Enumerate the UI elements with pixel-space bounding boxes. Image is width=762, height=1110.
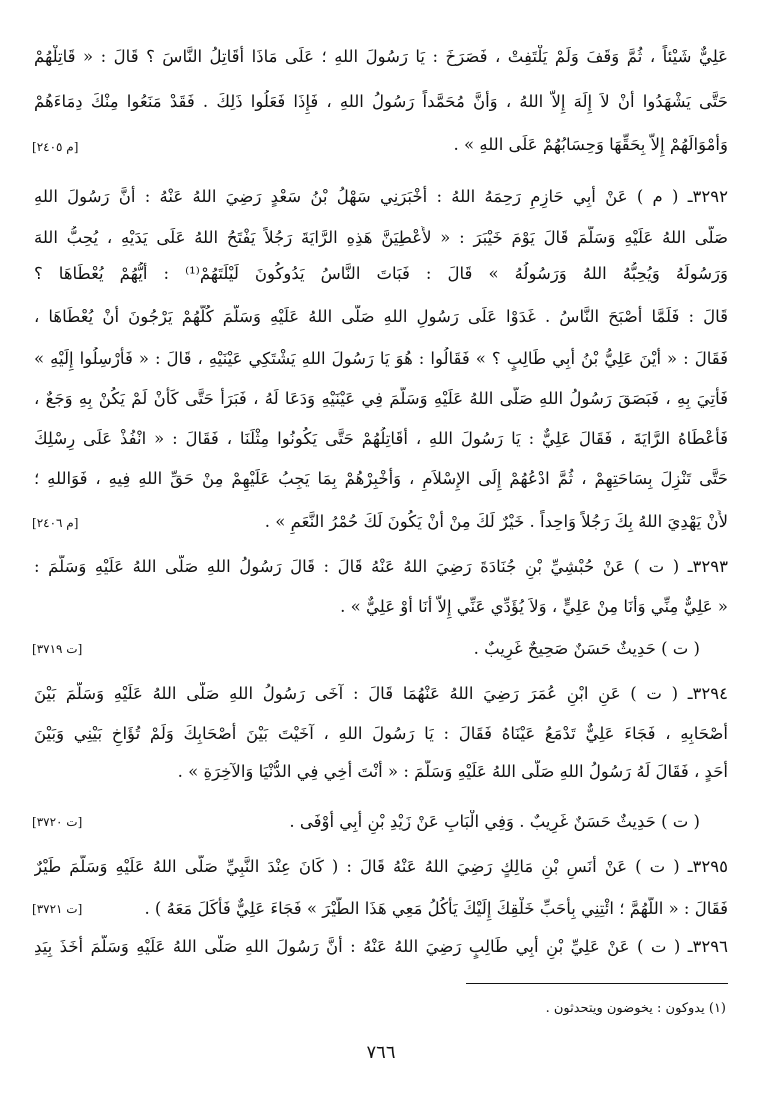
- grading-line: ( ت ) حَدِيثٌ حَسَنٌ غَرِيبٌ . وَفِي الْبَابِ عَنْ زَيْدِ بْنِ أَبِي أَوْفَى .: [289, 812, 700, 831]
- text-line: فَقَالَ : « اللَّهُمَّ ؛ ائْتِنِي بِأَحَبِّ خَلْقِكَ إِلَيْكَ يَأْكُلُ مَعِي هَذَا الطَّيْرَ » فَجَاءَ عَلِيٌّ فَأَكَلَ مَعَهُ ) .: [144, 899, 728, 918]
- footnote: (١) يدوكون : يخوضون ويتحدثون .: [545, 1001, 726, 1016]
- text-line: وَأَمْوَالَهُمْ إِلاَّ بِحَقِّهَا وَحِسَابُهُمْ عَلَى اللهِ » .: [453, 135, 728, 154]
- footnote-divider: [466, 983, 728, 984]
- text-line: أَصْحَابِهِ ، فَجَاءَ عَلِيٌّ تَدْمَعُ عَيْنَاهُ فَقَالَ : يَا رَسُولَ اللهِ ، آخَيْتَ بَيْنَ أَصْحَابِكَ وَلَمْ تُؤَاخِ بَيْنِي وَبَيْنَ: [34, 724, 728, 743]
- hadith-reference: [ت ٣٧١٩]: [32, 642, 83, 656]
- grading-line: ( ت ) حَدِيثٌ حَسَنٌ صَحِيحٌ غَرِيبٌ .: [473, 639, 700, 658]
- text-line: أَحَدٍ ، فَقَالَ لَهُ رَسُولُ اللهِ صَلَّى اللهُ عَلَيْهِ وَسَلَّمَ : « أَنْتَ أَخِي فِي الدُّنْيَا وَالآخِرَةِ » .: [177, 762, 728, 781]
- text-line: قَالَ : فَلَمَّا أَصْبَحَ النَّاسُ . غَدَوْا عَلَى رَسُولِ اللهِ صَلَّى اللهُ عَلَيْهِ وَسَلَّمَ كُلُّهُمْ يَرْجُونَ أَنْ يُعْطَاهَا ،: [34, 307, 728, 326]
- hadith-heading-3294: ٣٢٩٤ـ ( ت ) عَنِ ابْنِ عُمَرَ رَضِيَ اللهُ عَنْهُمَا قَالَ : آخَى رَسُولُ اللهِ صَلَّى اللهُ عَلَيْهِ وَسَلَّمَ بَيْنَ: [34, 684, 728, 703]
- text-line: عَلِيٌّ شَيْئاً ، ثُمَّ وَقَفَ وَلَمْ يَلْتَفِتْ ، فَصَرَخَ : يَا رَسُولَ اللهِ ؛ عَلَى مَاذَا أُقَاتِلُ النَّاسَ ؟ قَالَ : « قَاتِلْهُمْ: [34, 47, 728, 66]
- text-line: صَلَّى اللهُ عَلَيْهِ وَسَلَّمَ قَالَ يَوْمَ خَيْبَرَ : « لأُعْطِيَنَّ هَذِهِ الرَّايَةَ رَجُلاً يَفْتَحُ اللهُ عَلَى يَدَيْهِ ، يُحِبُّ اللهَ: [34, 228, 728, 247]
- hadith-heading-3293: ٣٢٩٣ـ ( ت ) عَنْ حُبْشِيِّ بْنِ جُنَادَةَ رَضِيَ اللهُ عَنْهُ قَالَ : قَالَ رَسُولُ اللهِ صَلَّى اللهُ عَلَيْهِ وَسَلَّمَ :: [34, 557, 728, 576]
- page-number: ٧٦٦: [366, 1042, 396, 1063]
- hadith-reference: [م ٢٤٠٥]: [32, 140, 79, 154]
- text-line: فَقَالَ : « أَيْنَ عَلِيُّ بْنُ أَبِي طَالِبٍ ؟ » فَقَالُوا : هُوَ يَا رَسُولَ اللهِ يَشْتَكِي عَيْنَيْهِ ، قَالَ : « فَأَرْسِلُوا إِلَيْهِ »: [34, 349, 728, 368]
- hadith-reference: [ت ٣٧٢١]: [32, 902, 83, 916]
- hadith-reference: [م ٢٤٠٦]: [32, 516, 79, 530]
- text-line: « عَلِيٌّ مِنِّي وَأَنَا مِنْ عَلِيٍّ ، وَلاَ يُؤَدِّي عَنِّي إِلاَّ أَنَا أَوْ عَلِيٌّ » .: [340, 597, 728, 616]
- text-line: فَأُتِيَ بِهِ ، فَبَصَقَ رَسُولُ اللهِ صَلَّى اللهُ عَلَيْهِ وَسَلَّمَ فِي عَيْنَيْهِ وَدَعَا لَهُ ، فَبَرَأَ حَتَّى كَأَنْ لَمْ يَكُنْ بِهِ وَجَعٌ ،: [34, 389, 728, 408]
- text-line: وَرَسُولَهُ وَيُحِبُّهُ اللهُ وَرَسُولُهُ » قَالَ : فَبَاتَ النَّاسُ يَدُوكُونَ لَيْلَتَهُمْ⁽¹⁾ : أَيُّهُمْ يُعْطَاهَا ؟: [34, 264, 728, 283]
- text-line: حَتَّى يَشْهَدُوا أَنْ لاَ إِلَهَ إِلاَّ اللهُ ، وَأَنَّ مُحَمَّداً رَسُولُ اللهِ ، فَإِذَا فَعَلُوا ذَلِكَ . فَقَدْ مَنَعُوا مِنْكَ دِمَاءَهُمْ: [34, 92, 728, 111]
- hadith-reference: [ت ٣٧٢٠]: [32, 815, 83, 829]
- text-line: لأَنْ يَهْدِيَ اللهُ بِكَ رَجُلاً وَاحِداً . خَيْرٌ لَكَ مِنْ أَنْ يَكُونَ لَكَ حُمْرُ النَّعَمِ » .: [264, 512, 728, 531]
- hadith-heading-3295: ٣٢٩٥ـ ( ت ) عَنْ أَنَسِ بْنِ مَالِكٍ رَضِيَ اللهُ عَنْهُ قَالَ : ( كَانَ عِنْدَ النَّبِيِّ صَلَّى اللهُ عَلَيْهِ وَسَلَّمَ طَيْرٌ: [34, 857, 728, 876]
- hadith-heading-3296: ٣٢٩٦ـ ( ت ) عَنْ عَلِيِّ بْنِ أَبِي طَالِبٍ رَضِيَ اللهُ عَنْهُ : أَنَّ رَسُولَ اللهِ صَلَّى اللهُ عَلَيْهِ وَسَلَّمَ أَخَذَ بِيَدِ: [34, 937, 728, 956]
- text-line: حَتَّى تَنْزِلَ بِسَاحَتِهِمْ ، ثُمَّ ادْعُهُمْ إِلَى الإِسْلاَمِ ، وَأَخْبِرْهُمْ بِمَا يَجِبُ عَلَيْهِمْ مِنْ حَقِّ اللهِ فِيهِ ، فَوَاللهِ ؛: [34, 469, 728, 488]
- text-line: فَأَعْطَاهُ الرَّايَةَ ، فَقَالَ عَلِيٌّ : يَا رَسُولَ اللهِ ، أُقَاتِلُهُمْ حَتَّى يَكُونُوا مِثْلَنَا ، فَقَالَ : « انْفُذْ عَلَى رِسْلِكَ: [34, 429, 728, 448]
- hadith-heading-3292: ٣٢٩٢ـ ( م ) عَنْ أَبِي حَازِمٍ رَحِمَهُ اللهُ : أَخْبَرَنِي سَهْلُ بْنُ سَعْدٍ رَضِيَ اللهُ عَنْهُ : أَنَّ رَسُولَ اللهِ: [34, 187, 728, 206]
